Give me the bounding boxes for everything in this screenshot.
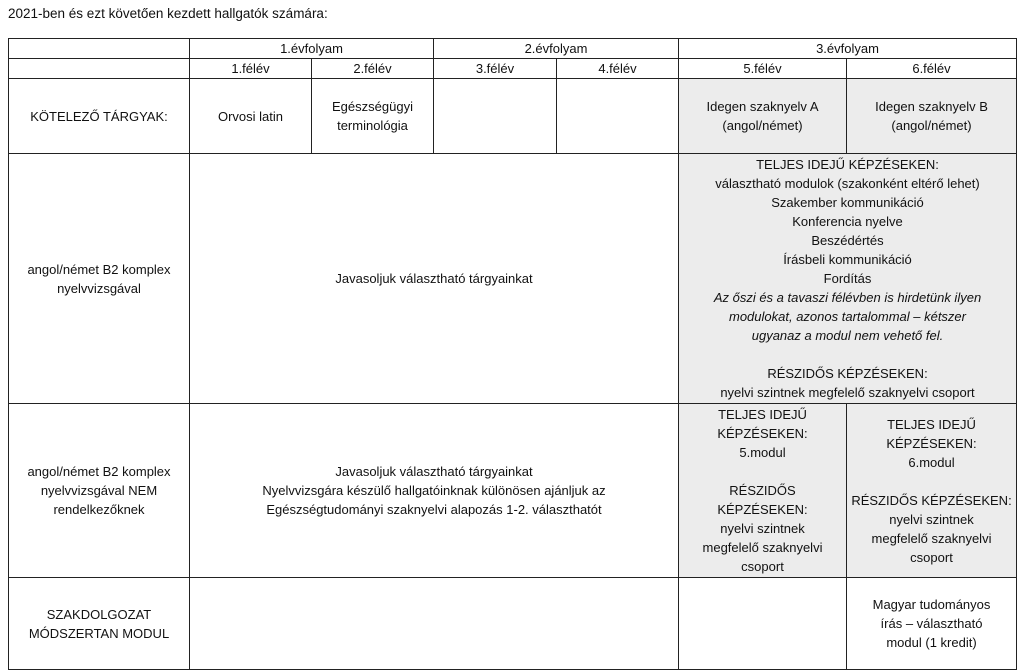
no-b2-recommendation: Javasoljuk választható tárgyainkat Nyelvvizsgára készülő hallgatóinknak különösen ajánljuk az Egészségtudományi szaknyelvi alapozás 1-2. választhatót: [190, 404, 679, 578]
page-caption: 2021-ben és ezt követően kezdett hallgatók számára:: [8, 6, 328, 21]
curriculum-table: [8, 38, 1017, 670]
thesis-label: SZAKDOLGOZAT MÓDSZERTAN MODUL: [9, 578, 190, 670]
thesis-empty-cell: [190, 578, 679, 670]
mandatory-s3: [434, 79, 557, 154]
b2-label: angol/német B2 komplex nyelvvizsgával: [9, 154, 190, 404]
thesis-methodology-row: [9, 578, 1017, 670]
semester-6-header: 6.félév: [847, 59, 1017, 79]
semester-2-header: 2.félév: [312, 59, 434, 79]
mandatory-label: KÖTELEZŐ TÁRGYAK:: [9, 79, 190, 154]
b2-recommendation: Javasoljuk választható tárgyainkat: [190, 154, 679, 404]
no-b2-s5: TELJES IDEJŰ KÉPZÉSEKEN: 5.modul RÉSZIDŐS KÉPZÉSEKEN: nyelvi szintnek megfelelő szaknyelvi csoport: [679, 404, 847, 578]
no-b2-label: angol/német B2 komplex nyelvvizsgával NEM rendelkezőknek: [9, 404, 190, 578]
b2-modules-cell: TELJES IDEJŰ KÉPZÉSEKEN: választható modulok (szakonként eltérő lehet) Szakember kommunikáció Konferencia nyelve Beszédértés Írásbeli kommunikáció Fordítás Az őszi és a tavaszi félévben is hirdetünk ilyen modulokat, azonos tartalommal – kétszer ugyanaz a modul nem vehető fel. RÉSZIDŐS KÉPZÉSEKEN: nyelvi szintnek megfelelő szaknyelvi csoport: [679, 154, 1017, 404]
year-header-row: [9, 39, 1017, 59]
year-2-header: 2.évfolyam: [434, 39, 679, 59]
empty-corner-cell: [9, 59, 190, 79]
thesis-s6: Magyar tudományos írás – választható modul (1 kredit): [847, 578, 1017, 670]
no-b2-s6: TELJES IDEJŰ KÉPZÉSEKEN: 6.modul RÉSZIDŐS KÉPZÉSEKEN: nyelvi szintnek megfelelő szaknyelvi csoport: [847, 404, 1017, 578]
no-b2-row: [9, 404, 1017, 578]
b2-exam-row: [9, 154, 1017, 404]
year-3-header: 3.évfolyam: [679, 39, 1017, 59]
semester-5-header: 5.félév: [679, 59, 847, 79]
mandatory-subjects-row: [9, 79, 1017, 154]
year-1-header: 1.évfolyam: [190, 39, 434, 59]
mandatory-s4: [557, 79, 679, 154]
mandatory-s6: Idegen szaknyelv B (angol/német): [847, 79, 1017, 154]
mandatory-s1: Orvosi latin: [190, 79, 312, 154]
mandatory-s5: Idegen szaknyelv A (angol/német): [679, 79, 847, 154]
empty-corner-cell: [9, 39, 190, 59]
mandatory-s2: Egészségügyi terminológia: [312, 79, 434, 154]
semester-4-header: 4.félév: [557, 59, 679, 79]
thesis-s5: [679, 578, 847, 670]
semester-header-row: [9, 59, 1017, 79]
semester-1-header: 1.félév: [190, 59, 312, 79]
semester-3-header: 3.félév: [434, 59, 557, 79]
